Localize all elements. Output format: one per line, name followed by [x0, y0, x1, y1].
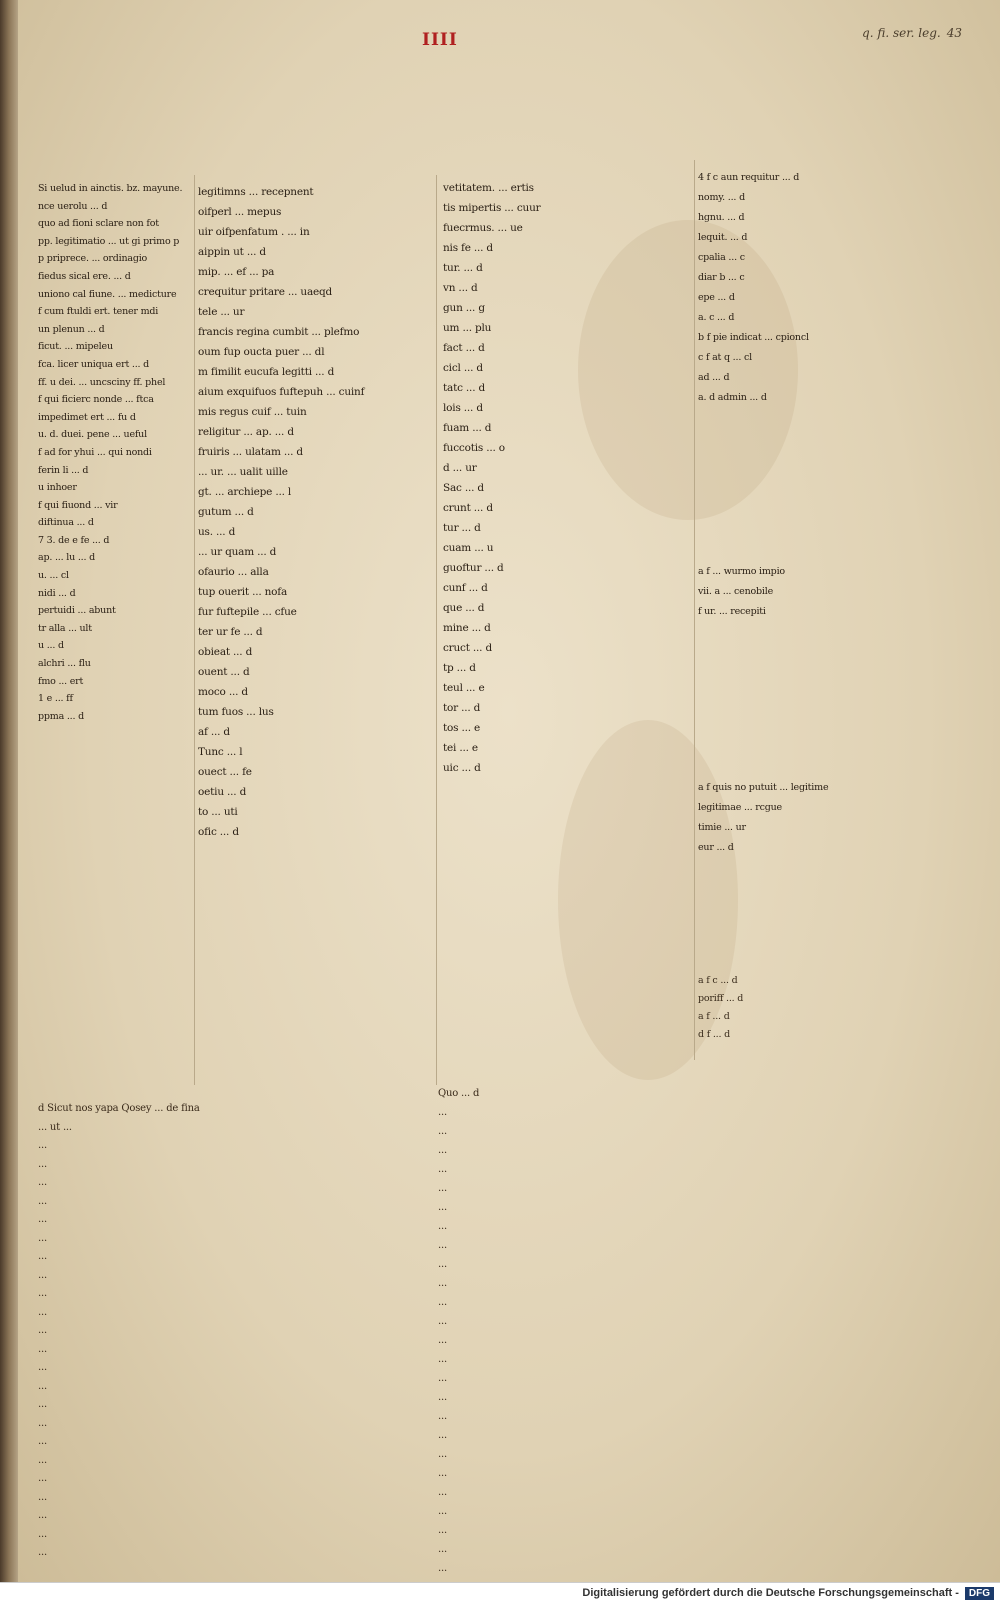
text-line: d ... ur: [443, 462, 477, 474]
text-line: Quo ... d: [438, 1088, 480, 1099]
text-line: tele ... ur: [198, 306, 245, 318]
text-line: ...: [38, 1491, 47, 1503]
text-line: diftinua ... d: [38, 517, 94, 529]
footer-bar: [0, 1582, 1000, 1603]
text-line: a f ... d: [698, 1011, 730, 1022]
text-line: ...: [438, 1373, 447, 1384]
text-column-1: [38, 180, 188, 725]
text-line: diar b ... c: [698, 272, 745, 283]
text-line: ...: [38, 1436, 47, 1447]
text-line: epe ... d: [698, 292, 735, 303]
text-line: ferin li ... d: [38, 464, 89, 476]
text-line: alchri ... flu: [38, 658, 91, 670]
text-line: hgnu. ... d: [698, 212, 745, 223]
text-line: ...: [438, 1297, 447, 1308]
text-line: tatc ... d: [443, 382, 485, 394]
text-line: ...: [438, 1525, 447, 1536]
gloss-left: [38, 1100, 448, 1563]
text-line: ...: [38, 1251, 47, 1262]
text-line: tor ... d: [443, 702, 481, 714]
text-line: ...: [438, 1221, 447, 1232]
text-line: timie ... ur: [698, 822, 746, 833]
text-line: nidi ... d: [38, 587, 76, 599]
text-line: cpalia ... c: [698, 252, 745, 263]
text-line: tr alla ... ult: [38, 622, 92, 634]
text-line: ...: [438, 1392, 447, 1403]
text-line: ficut. ... mipeleu: [38, 341, 113, 353]
text-line: tup ouerit ... nofa: [198, 586, 288, 598]
text-line: fuam ... d: [443, 422, 492, 434]
text-line: ...: [438, 1278, 447, 1289]
text-line: nomy. ... d: [698, 192, 745, 203]
text-line: u inhoer: [38, 482, 77, 494]
manuscript-page: [18, 0, 1000, 1582]
text-line: vn ... d: [443, 282, 478, 294]
text-line: oetiu ... d: [198, 786, 247, 798]
text-line: ofic ... d: [198, 826, 239, 838]
text-line: lois ... d: [443, 402, 483, 414]
text-line: tp ... d: [443, 662, 476, 674]
text-line: crequitur pritare ... uaeqd: [198, 286, 333, 298]
text-line: ...: [38, 1306, 47, 1318]
text-line: tur. ... d: [443, 262, 483, 274]
text-line: uic ... d: [443, 762, 481, 774]
text-line: guoftur ... d: [443, 562, 504, 574]
text-line: nis fe ... d: [443, 242, 493, 254]
text-line: ...: [438, 1183, 447, 1194]
text-line: aium exquifuos fuftepuh ... cuinf: [198, 386, 365, 398]
text-line: ...: [438, 1202, 447, 1213]
text-line: obieat ... d: [198, 646, 253, 658]
text-line: ...: [438, 1107, 447, 1118]
text-line: crunt ... d: [443, 502, 493, 514]
text-line: ...: [438, 1145, 447, 1156]
column-rule: [194, 175, 195, 1085]
text-line: ...: [38, 1177, 47, 1188]
text-line: ap. ... lu ... d: [38, 552, 96, 564]
text-line: cuam ... u: [443, 542, 494, 554]
text-line: u. ... cl: [38, 570, 69, 582]
text-line: ... ut ...: [38, 1121, 72, 1133]
text-line: ter ur fe ... d: [198, 626, 263, 638]
text-line: francis regina cumbit ... plefmo: [198, 326, 360, 338]
text-line: fuecrmus. ... ue: [443, 222, 523, 234]
text-line: fact ... d: [443, 342, 485, 354]
text-line: vetitatem. ... ertis: [443, 182, 534, 194]
text-line: ...: [38, 1528, 47, 1540]
text-line: 4 f c aun requitur ... d: [698, 172, 800, 183]
text-line: mine ... d: [443, 622, 491, 634]
text-line: ff. u dei. ... uncsciny ff. phel: [38, 376, 166, 388]
text-line: uir oifpenfatum . ... in: [198, 226, 310, 238]
text-line: nce uerolu ... d: [38, 200, 108, 212]
text-line: ...: [38, 1417, 47, 1429]
text-line: us. ... d: [198, 526, 236, 538]
text-line: d f ... d: [698, 1029, 730, 1040]
text-line: ...: [438, 1487, 447, 1498]
text-line: 7 3. de e fe ... d: [38, 534, 110, 546]
text-line: to ... uti: [198, 806, 238, 818]
text-line: ...: [38, 1510, 47, 1521]
text-line: tum fuos ... lus: [198, 706, 274, 718]
text-line: mip. ... ef ... pa: [198, 266, 275, 278]
text-line: ...: [438, 1259, 447, 1270]
text-line: legitimae ... rcgue: [698, 802, 782, 813]
gloss-right: [438, 1084, 968, 1578]
text-line: gt. ... archiepe ... l: [198, 486, 292, 498]
text-line: gutum ... d: [198, 506, 254, 518]
text-line: ofaurio ... alla: [198, 566, 269, 578]
text-line: cicl ... d: [443, 362, 483, 374]
text-line: fmo ... ert: [38, 675, 84, 687]
text-line: ...: [38, 1269, 47, 1281]
column-rule: [694, 160, 695, 1060]
text-line: moco ... d: [198, 686, 248, 698]
text-line: Si uelud in ainctis. bz. mayune.: [38, 183, 183, 194]
text-line: ...: [38, 1380, 47, 1392]
text-line: ...: [38, 1547, 47, 1558]
text-line: um ... plu: [443, 322, 492, 334]
text-line: poriff ... d: [698, 993, 744, 1004]
text-line: Tunc ... l: [198, 746, 243, 758]
text-line: pertuidi ... abunt: [38, 605, 116, 617]
text-line: d Sicut nos yapa Qosey ... de fina: [38, 1103, 200, 1114]
text-line: ...: [438, 1449, 447, 1460]
text-line: pp. legitimatio ... ut gi primo p: [38, 235, 180, 247]
text-line: p priprece. ... ordinagio: [38, 253, 148, 265]
text-line: fuccotis ... o: [443, 442, 505, 454]
text-line: m fimilit eucufa legitti ... d: [198, 366, 335, 378]
text-line: ...: [38, 1232, 47, 1244]
text-line: u ... d: [38, 640, 64, 652]
text-line: ouent ... d: [198, 666, 250, 678]
quire-mark: IIII: [422, 30, 458, 50]
text-column-2: [198, 182, 428, 842]
text-line: ...: [438, 1354, 447, 1365]
text-line: a f c ... d: [698, 975, 738, 986]
text-line: ...: [38, 1140, 47, 1151]
text-line: ...: [438, 1506, 447, 1517]
text-column-4-section-4: [698, 972, 968, 1044]
text-line: tos ... e: [443, 722, 481, 734]
text-line: impedimet ert ... fu d: [38, 411, 136, 423]
text-line: a. c ... d: [698, 312, 735, 323]
text-line: tis mipertis ... cuur: [443, 202, 541, 214]
text-line: f ur. ... recepiti: [698, 606, 766, 617]
text-line: u. d. duei. pene ... ueful: [38, 429, 147, 441]
text-line: f qui ficierc nonde ... ftca: [38, 394, 154, 406]
text-line: eur ... d: [698, 842, 734, 853]
text-line: quo ad fioni sclare non fot: [38, 218, 159, 230]
text-line: ouect ... fe: [198, 766, 252, 778]
text-line: ...: [38, 1399, 47, 1410]
text-line: un plenun ... d: [38, 323, 105, 335]
text-line: f cum ftuldi ert. tener mdi: [38, 306, 159, 318]
text-line: a f quis no putuit ... legitime: [698, 782, 829, 793]
text-line: ...: [438, 1316, 447, 1327]
text-line: ... ur. ... ualit uille: [198, 466, 288, 478]
text-line: tei ... e: [443, 742, 478, 754]
text-line: fca. licer uniqua ert ... d: [38, 358, 150, 370]
text-line: ...: [438, 1164, 447, 1175]
text-line: ...: [38, 1343, 47, 1355]
text-line: ...: [38, 1325, 47, 1336]
text-line: fruiris ... ulatam ... d: [198, 446, 303, 458]
text-line: ...: [38, 1454, 47, 1466]
text-line: 1 e ... ff: [38, 693, 73, 705]
text-line: a. d admin ... d: [698, 392, 767, 403]
text-line: ...: [38, 1214, 47, 1225]
text-line: ...: [438, 1335, 447, 1346]
text-line: ...: [438, 1544, 447, 1555]
text-line: tur ... d: [443, 522, 481, 534]
text-line: c f at q ... cl: [698, 352, 752, 363]
text-line: ...: [438, 1563, 447, 1574]
text-line: religitur ... ap. ... d: [198, 426, 294, 438]
text-column-4-section-3: [698, 778, 968, 858]
text-column-4-section-2: [698, 562, 968, 622]
text-line: fiedus sical ere. ... d: [38, 270, 131, 282]
text-line: aippin ut ... d: [198, 246, 266, 258]
text-line: mis regus cuif ... tuin: [198, 406, 307, 418]
text-line: ...: [38, 1362, 47, 1373]
text-line: teul ... e: [443, 682, 485, 694]
text-line: ...: [38, 1195, 47, 1207]
text-line: fur fuftepile ... cfue: [198, 606, 297, 618]
text-line: f ad for yhui ... qui nondi: [38, 446, 152, 458]
text-line: b f pie indicat ... cpioncl: [698, 332, 809, 343]
text-line: oum fup oucta puer ... dl: [198, 346, 325, 358]
text-column-4: [698, 168, 968, 408]
text-line: vii. a ... cenobile: [698, 586, 774, 597]
text-line: uniono cal fiune. ... medicture: [38, 288, 177, 300]
text-line: ...: [438, 1126, 447, 1137]
text-line: lequit. ... d: [698, 232, 748, 243]
text-line: ... ur quam ... d: [198, 546, 277, 558]
text-line: ...: [38, 1288, 47, 1299]
folio-note: q. fi. ser. leg. 43: [862, 26, 962, 40]
text-line: f qui fiuond ... vir: [38, 499, 118, 511]
text-line: ppma ... d: [38, 710, 85, 722]
text-line: a f ... wurmo impio: [698, 566, 785, 577]
text-line: ...: [38, 1158, 47, 1170]
text-line: oifperl ... mepus: [198, 206, 282, 218]
text-column-3: [443, 178, 688, 778]
text-line: legitimns ... recepnent: [198, 186, 314, 198]
text-line: gun ... g: [443, 302, 485, 314]
text-line: ...: [438, 1240, 447, 1251]
text-line: ...: [38, 1473, 47, 1484]
text-line: ...: [438, 1468, 447, 1479]
folio-number: 43: [946, 26, 962, 40]
text-line: ...: [438, 1430, 447, 1441]
text-line: Sac ... d: [443, 482, 484, 494]
column-rule: [436, 175, 437, 1085]
text-line: af ... d: [198, 726, 230, 738]
footer-credit: Digitalisierung gefördert durch die Deutsche Forschungsgemeinschaft -: [582, 1587, 959, 1599]
text-line: que ... d: [443, 602, 485, 614]
text-line: ...: [438, 1411, 447, 1422]
text-line: ad ... d: [698, 372, 730, 383]
text-line: cunf ... d: [443, 582, 488, 594]
text-line: cruct ... d: [443, 642, 492, 654]
dfg-logo: DFG: [965, 1587, 994, 1600]
